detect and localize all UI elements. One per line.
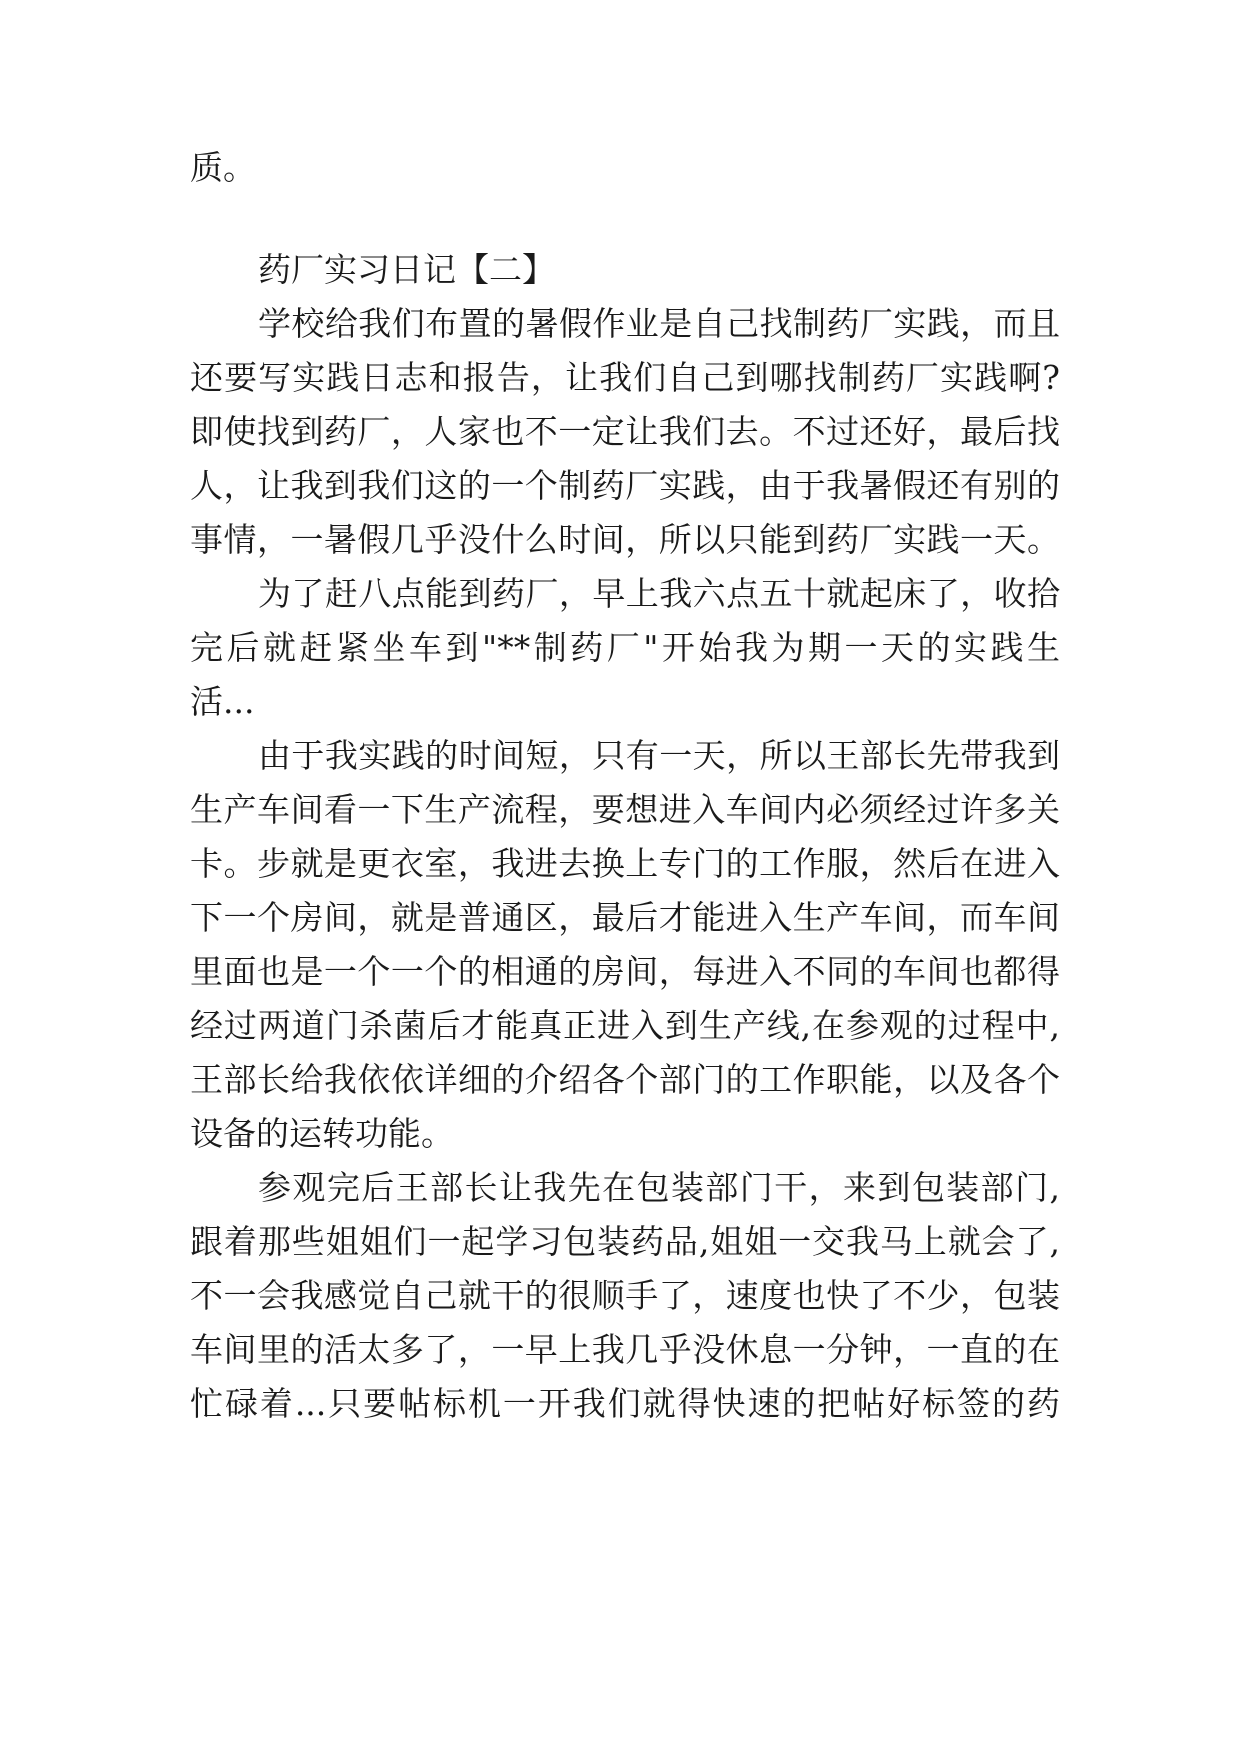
text-line: 车间里的活太多了，一早上我几乎没休息一分钟，一直的在 xyxy=(190,1330,1060,1369)
text-line: 忙碌着...只要帖标机一开我们就得快速的把帖好标签的药 xyxy=(190,1384,1060,1423)
text-line: 由于我实践的时间短，只有一天，所以王部长先带我到 xyxy=(258,736,1060,775)
text-line: 事情，一暑假几乎没什么时间，所以只能到药厂实践一天。 xyxy=(190,520,1060,559)
section-heading: 药厂实习日记【二】 xyxy=(258,250,555,289)
text-line: 跟着那些姐姐们一起学习包装药品,姐姐一交我马上就会了, xyxy=(190,1222,1060,1261)
text-line: 不一会我感觉自己就干的很顺手了，速度也快了不少，包装 xyxy=(190,1276,1060,1315)
text-line: 卡。步就是更衣室，我进去换上专门的工作服，然后在进入 xyxy=(190,844,1060,883)
text-line: 还要写实践日志和报告，让我们自己到哪找制药厂实践啊? xyxy=(190,358,1060,397)
text-line: 下一个房间，就是普通区，最后才能进入生产车间，而车间 xyxy=(190,898,1060,937)
text-line: 设备的运转功能。 xyxy=(190,1114,454,1153)
text-line: 质。 xyxy=(190,148,256,187)
text-line: 经过两道门杀菌后才能真正进入到生产线,在参观的过程中, xyxy=(190,1006,1060,1045)
text-line: 人，让我到我们这的一个制药厂实践，由于我暑假还有别的 xyxy=(190,466,1060,505)
text-line: 里面也是一个一个的相通的房间，每进入不同的车间也都得 xyxy=(190,952,1060,991)
text-line: 参观完后王部长让我先在包装部门干，来到包装部门, xyxy=(258,1168,1060,1207)
text-line: 完后就赶紧坐车到"**制药厂"开始我为期一天的实践生 xyxy=(190,628,1060,667)
text-line: 学校给我们布置的暑假作业是自己找制药厂实践，而且 xyxy=(258,304,1060,343)
text-line: 即使找到药厂，人家也不一定让我们去。不过还好，最后找 xyxy=(190,412,1060,451)
text-line: 为了赶八点能到药厂，早上我六点五十就起床了，收拾 xyxy=(258,574,1060,613)
text-line: 王部长给我依依详细的介绍各个部门的工作职能，以及各个 xyxy=(190,1060,1060,1099)
text-line: 生产车间看一下生产流程，要想进入车间内必须经过许多关 xyxy=(190,790,1060,829)
text-line: 活... xyxy=(190,682,255,721)
